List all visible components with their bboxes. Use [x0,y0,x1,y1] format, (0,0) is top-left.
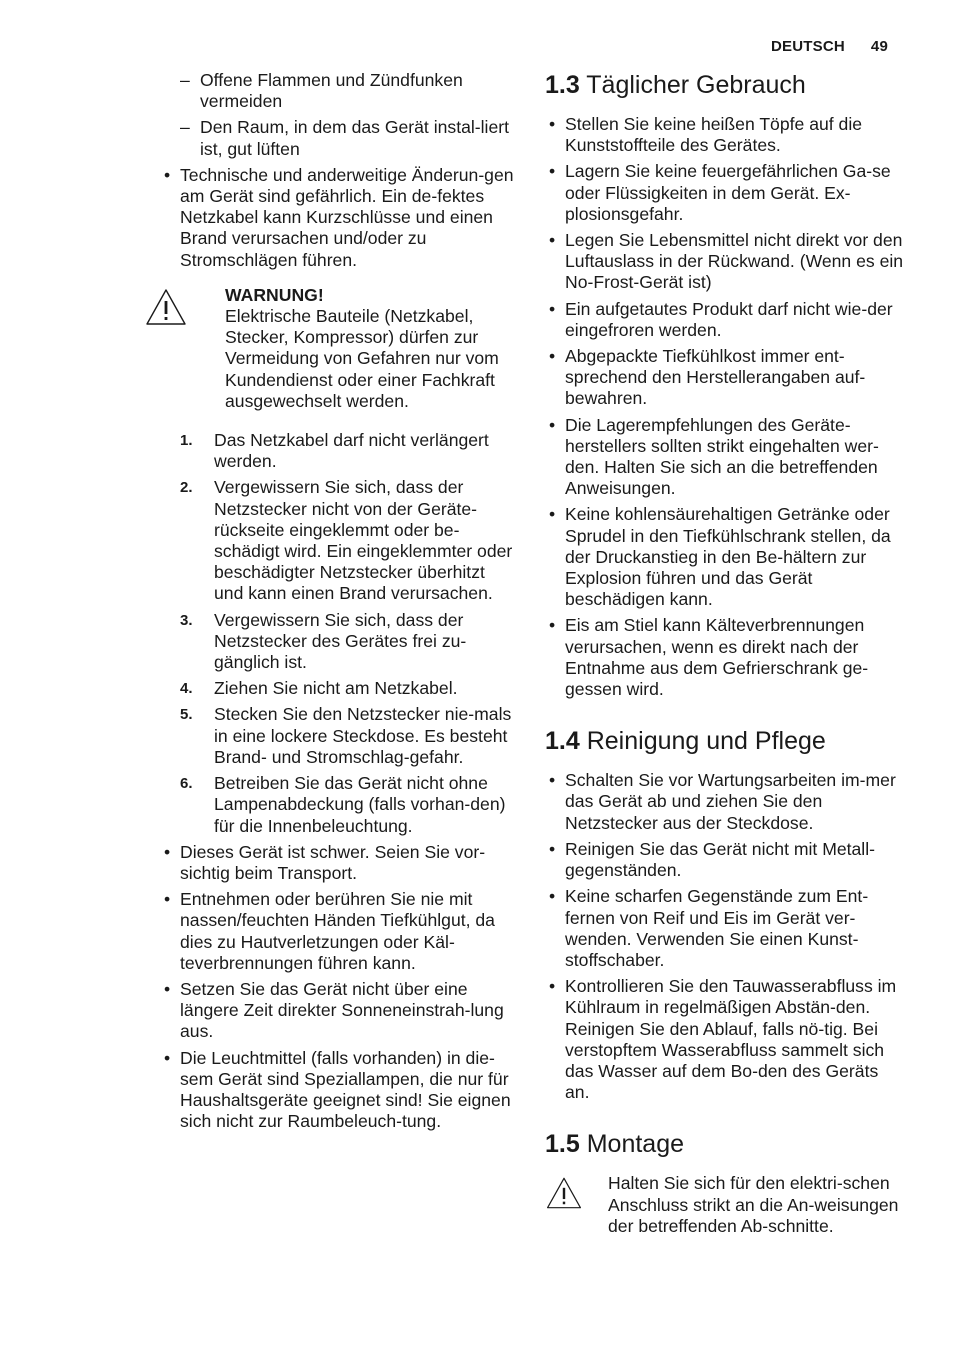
bullet-item: • Setzen Sie das Gerät nicht über eine längere Zeit direkter Sonneneinstrah-lung aus. [180,979,516,1043]
section-number: 1.4 [545,727,580,756]
numbered-item [180,477,516,604]
page-header [771,38,888,55]
warning-icon [545,1175,583,1211]
bullet-item: • Keine kohlensäurehaltigen Getränke oder Sprudel in den Tiefkühlschrank stellen, da der Druckanstieg in den Be-hältern zur Explosion führen und das Gerät beschädigen kann. [565,504,905,610]
right-column [545,70,905,1263]
bullet-item: • Abgepackte Tiefkühlkost immer ent-sprechend den Herstellerangaben auf-bewahren. [565,346,905,410]
installation-warning [545,1173,905,1237]
item-text: Stecken Sie den Netzstecker nie-mals in eine lockere Steckdose. Es besteht Brand- und Stromschlag-gefahr. [214,704,512,767]
page-number: 49 [870,38,888,55]
numbered-item [180,609,516,674]
bullet-item: • Stellen Sie keine heißen Töpfe auf die Kunststoffteile des Gerätes. [565,114,905,156]
bullet-list-bottom [160,842,516,1133]
section-number: 1.5 [545,1130,580,1159]
bullet-list [545,770,905,1103]
section-number: 1.3 [545,71,580,99]
item-text: Ziehen Sie nicht am Netzkabel. [214,678,458,699]
section-daily-use [545,70,905,700]
item-number: 5. [180,706,193,724]
bullet-item: • Schalten Sie vor Wartungsarbeiten im-mer das Gerät ab und ziehen Sie den Netzstecker aus der Steckdose. [565,770,905,834]
warning-title: WARNUNG! [225,284,324,305]
item-text: Vergewissern Sie sich, dass der Netzstecker des Gerätes frei zu-gänglich ist. [214,609,467,673]
bullet-item: • Legen Sie Lebensmittel nicht direkt vor den Luftauslass in der Rückwand. (Wenn es ein No-Frost-Gerät ist) [565,230,905,294]
item-number: 6. [180,775,193,793]
item-text: Betreiben Sie das Gerät nicht ohne Lampenabdeckung (falls vorhan-den) für die Innenbeleuchtung. [214,773,506,836]
dash-item: – Offene Flammen und Zündfunken vermeiden [200,70,516,112]
bullet-list [545,114,905,700]
dash-list [160,70,516,160]
numbered-item [180,704,516,768]
bullet-item: • Keine scharfen Gegenstände zum Ent-fernen von Reif und Eis im Gerät ver-wenden. Verwenden Sie einen Kunst-stoffschaber. [565,886,905,971]
item-number: 1. [180,432,193,450]
numbered-item [180,678,516,699]
section-title: Täglicher Gebrauch [586,71,806,99]
item-text: Das Netzkabel darf nicht verlängert werden. [214,430,489,472]
warning-text: Elektrische Bauteile (Netzkabel, Stecker, Kompressor) dürfen zur Vermeidung von Gefahren nur vom Kundendienst oder einer Fachkraft ausgewechselt werden. [225,306,499,411]
section-heading [545,1129,905,1159]
bullet-item: • Ein aufgetautes Produkt darf nicht wie-der eingefroren werden. [565,299,905,341]
bullet-item: • Technische und anderweitige Änderun-gen am Gerät sind gefährlich. Ein de-fektes Netzkabel kann Kurzschlüsse und einen Brand verursachen und/oder zu Stromschlägen führen. [180,165,516,271]
item-number: 2. [180,479,193,497]
bullet-item: • Lagern Sie keine feuergefährlichen Ga-se oder Flüssigkeiten in dem Gerät. Ex-plosionsgefahr. [565,161,905,225]
warning-icon [144,287,188,327]
bullet-item: • Dieses Gerät ist schwer. Seien Sie vor-sichtig beim Transport. [180,842,516,884]
dash-item: – Den Raum, in dem das Gerät instal-liert ist, gut lüften [200,117,516,159]
bullet-item: • Entnehmen oder berühren Sie nie mit nassen/feuchten Händen Tiefkühlgut, da dies zu Hautverletzungen oder Käl-teverbrennungen führen kann. [180,889,516,974]
header-language: DEUTSCH [771,38,845,55]
bullet-item: • Reinigen Sie das Gerät nicht mit Metall-gegenständen. [565,839,905,881]
numbered-item [180,773,516,837]
installation-note-text: Halten Sie sich für den elektri-schen Anschluss strikt an die An-weisungen der betreffenden Ab-schnitte. [608,1173,899,1236]
bullet-item: • Kontrollieren Sie den Tauwasserabfluss im Kühlraum in regelmäßigen Abstän-den. Reinigen Sie den Ablauf, falls nö-tig. Bei verstopftem Wasserabfluss sammelt sich das Wasser auf dem Bo-den des Geräts an. [565,976,905,1103]
warning-box [160,285,516,412]
bullet-item: • Die Leuchtmittel (falls vorhanden) in die-sem Gerät sind Speziallampen, die nur für Haushaltsgeräte geeignet sind! Sie eignen sich nicht zur Raumbeleuch-tung. [180,1048,516,1133]
section-title: Reinigung und Pflege [586,727,826,756]
bullet-item: • Die Lagerempfehlungen des Geräte-herstellers sollten strikt eingehalten wer-den. Halten Sie sich an die betreffenden Anweisungen. [565,415,905,500]
numbered-list [160,430,516,837]
section-heading [545,70,905,100]
section-heading [545,726,905,756]
section-installation [545,1129,905,1237]
item-number: 3. [180,611,193,629]
numbered-item [180,430,516,472]
bullet-list-top [160,165,516,271]
section-cleaning [545,726,905,1103]
section-title: Montage [586,1130,685,1159]
left-column [160,70,516,1137]
item-text: Vergewissern Sie sich, dass der Netzstecker nicht von der Geräte-rückseite eingeklemmt oder be-schädigt wird. Ein eingeklemmter oder beschädigter Netzstecker überhitzt und kann einen Brand verursachen. [214,477,513,604]
item-number: 4. [180,680,193,698]
bullet-item: • Eis am Stiel kann Kälteverbrennungen verursachen, wenn es direkt nach der Entnahme aus dem Gefrierschrank ge-gessen wird. [565,615,905,700]
